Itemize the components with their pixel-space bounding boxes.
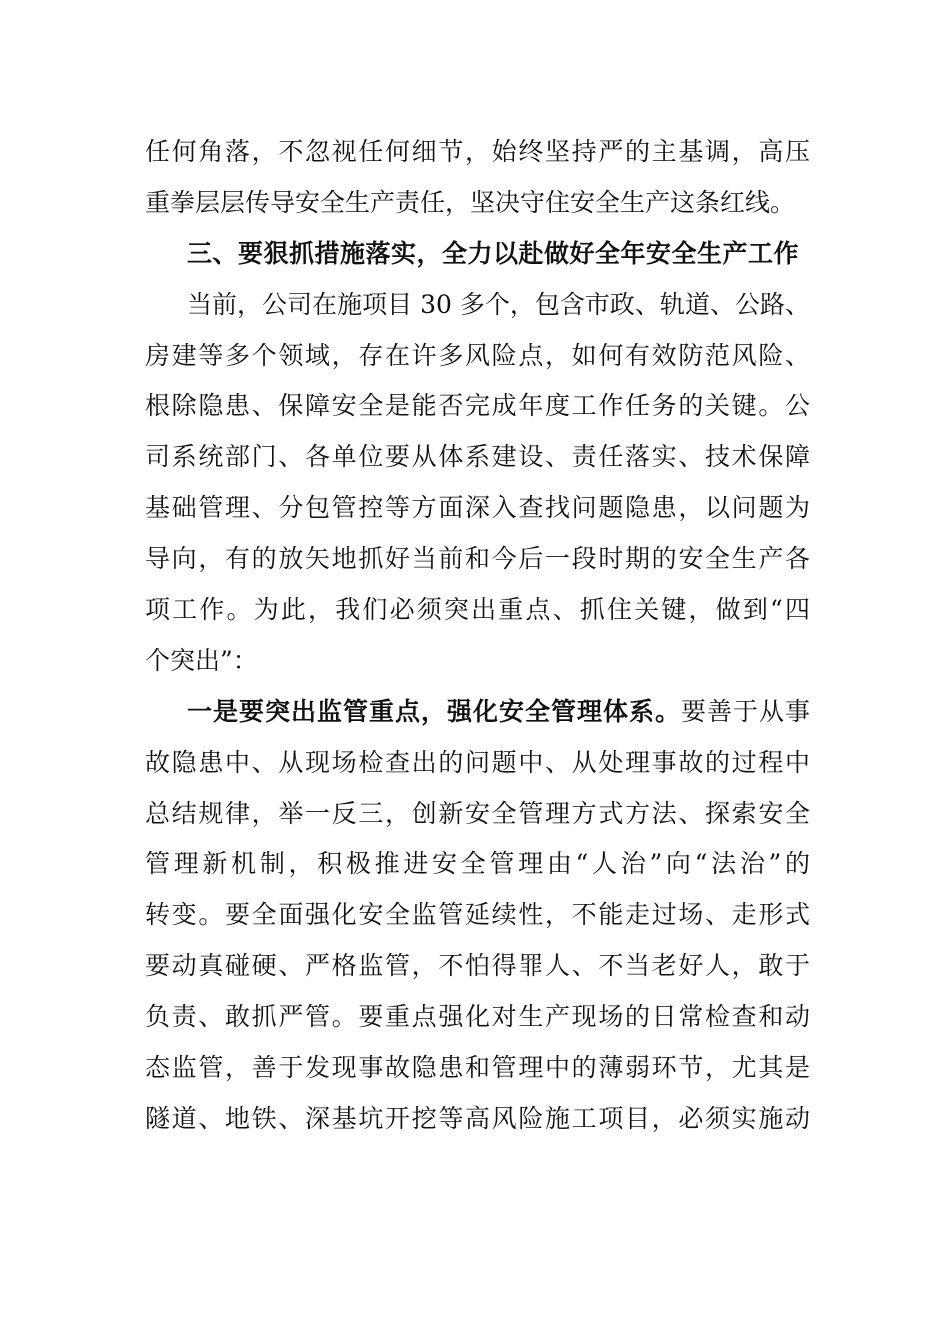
bold-lead-sentence: 一是要突出监管重点，强化安全管理体系。 [187,696,681,726]
body-line: 根除隐患、保障安全是能否完成年度工作任务的关键。公 [145,391,810,421]
body-line: 房建等多个领域，存在许多风险点，如何有效防范风险、 [145,340,810,370]
lead-continuation: 要善于从事 [680,696,810,726]
body-line: 导向，有的放矢地抓好当前和今后一段时期的安全生产各 [145,544,810,574]
body-line: 隧道、地铁、深基坑开挖等高风险施工项目，必须实施动 [145,1103,810,1133]
paragraph-first-line: 当前，公司在施项目 30 多个，包含市政、轨道、公路、 [187,289,810,319]
body-line: 管理新机制，积极推进安全管理由“人治”向“法治”的 [145,849,810,879]
document-body [145,127,810,1145]
section-heading: 三、要狠抓措施落实，全力以赴做好全年安全生产工作 [187,238,800,268]
body-line: 要动真碰硬、严格监管，不怕得罪人、不当老好人，敢于 [145,951,810,981]
paragraph-first-line [145,687,810,738]
body-line: 总结规律，举一反三，创新安全管理方式方法、探索安全 [145,798,810,828]
body-line: 基础管理、分包管控等方面深入查找问题隐患，以问题为 [145,493,810,523]
body-line: 负责、敢抓严管。要重点强化对生产现场的日常检查和动 [145,1002,810,1032]
body-line: 故隐患中、从现场检查出的问题中、从处理事故的过程中 [145,747,810,777]
body-line: 转变。要全面强化安全监管延续性，不能走过场、走形式 [145,900,810,930]
body-line: 任何角落，不忽视任何细节，始终坚持严的主基调，高压 [145,137,810,166]
body-line: 态监管，善于发现事故隐患和管理中的薄弱环节，尤其是 [145,1053,810,1083]
body-line: 项工作。为此，我们必须突出重点、抓住关键，做到“四 [145,595,810,625]
body-line: 个突出”： [145,645,258,675]
body-line: 司系统部门、各单位要从体系建设、责任落实、技术保障 [145,442,810,472]
body-line: 重拳层层传导安全生产责任，坚决守住安全生产这条红线。 [145,187,796,217]
